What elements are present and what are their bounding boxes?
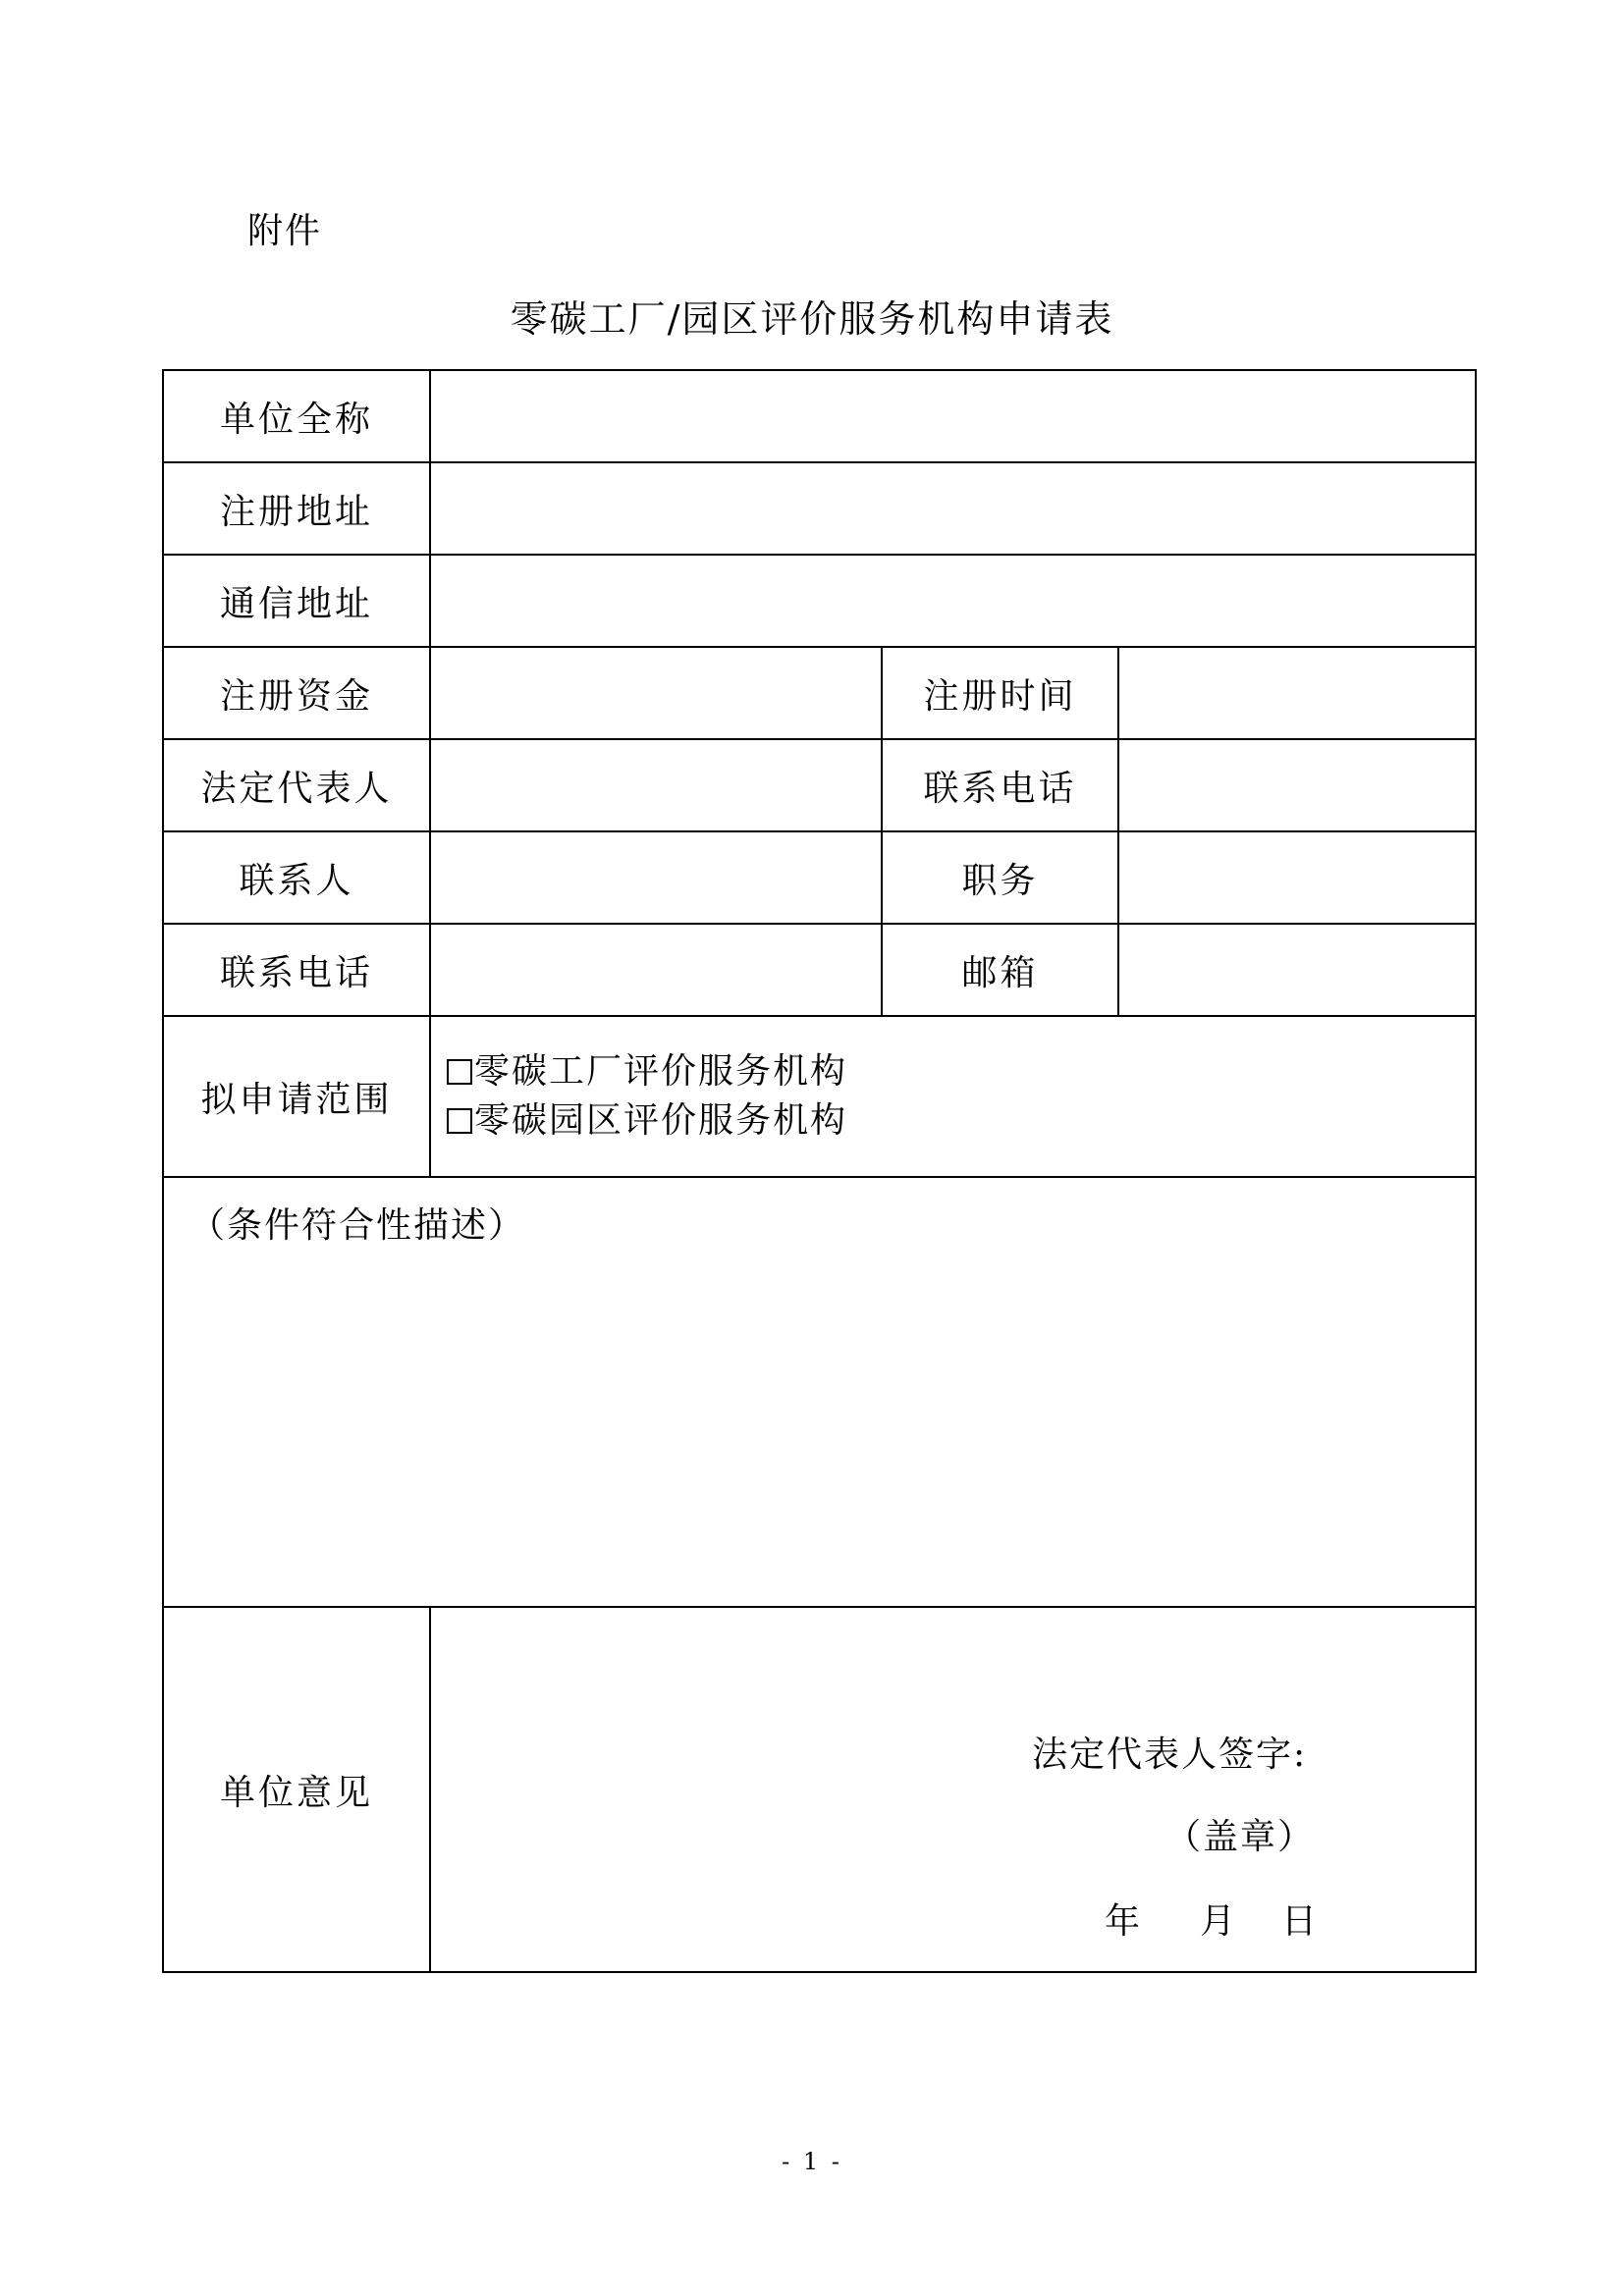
date-line [1105, 1894, 1320, 1944]
scope-option-factory[interactable] [447, 1047, 1475, 1096]
checkbox-park[interactable] [447, 1108, 472, 1134]
email-field[interactable] [1118, 924, 1476, 1016]
scope-option-park-label: 零碳园区评价服务机构 [474, 1100, 848, 1141]
mailing-address-label: 通信地址 [163, 555, 430, 647]
form-row-description [163, 1177, 1476, 1607]
scope-option-park[interactable] [447, 1096, 1475, 1146]
form-row-registered-address [163, 462, 1476, 555]
checkbox-factory[interactable] [447, 1059, 472, 1085]
opinion-label: 单位意见 [163, 1607, 430, 1972]
scope-options [430, 1016, 1476, 1177]
contact-person-label: 联系人 [163, 831, 430, 924]
contact-phone-field[interactable] [430, 924, 882, 1016]
form-row-opinion [163, 1607, 1476, 1972]
signature-label: 法定代表人签字: [1032, 1735, 1308, 1775]
legal-rep-phone-label: 联系电话 [882, 739, 1118, 831]
description-field[interactable] [163, 1177, 1476, 1607]
registered-capital-label: 注册资金 [163, 647, 430, 739]
form-row-scope [163, 1016, 1476, 1177]
registration-date-field[interactable] [1118, 647, 1476, 739]
form-row-capital [163, 647, 1476, 739]
registered-capital-field[interactable] [430, 647, 882, 739]
seal-label: （盖章） [1165, 1817, 1316, 1857]
scope-option-factory-label: 零碳工厂评价服务机构 [474, 1051, 848, 1092]
opinion-field[interactable] [430, 1607, 1476, 1972]
form-row-unit-name [163, 370, 1476, 462]
date-year: 年 [1105, 1901, 1144, 1942]
date-month: 月 [1200, 1901, 1239, 1942]
email-label: 邮箱 [882, 924, 1118, 1016]
unit-name-label: 单位全称 [163, 370, 430, 462]
application-form-table [162, 369, 1477, 1973]
mailing-address-field[interactable] [430, 555, 1476, 647]
unit-name-field[interactable] [430, 370, 1476, 462]
form-row-contact [163, 831, 1476, 924]
position-label: 职务 [882, 831, 1118, 924]
registered-address-field[interactable] [430, 462, 1476, 555]
form-row-legal-rep [163, 739, 1476, 831]
description-label: （条件符合性描述） [189, 1205, 526, 1246]
attachment-label: 附件 [247, 211, 323, 251]
legal-rep-phone-field[interactable] [1118, 739, 1476, 831]
registration-date-label: 注册时间 [882, 647, 1118, 739]
contact-phone-label: 联系电话 [163, 924, 430, 1016]
registered-address-label: 注册地址 [163, 462, 430, 555]
legal-representative-label: 法定代表人 [163, 739, 430, 831]
contact-person-field[interactable] [430, 831, 882, 924]
position-field[interactable] [1118, 831, 1476, 924]
scope-label: 拟申请范围 [163, 1016, 430, 1177]
form-row-mailing-address [163, 555, 1476, 647]
date-day: 日 [1281, 1901, 1321, 1942]
document-title: 零碳工厂/园区评价服务机构申请表 [510, 297, 1114, 341]
legal-representative-field[interactable] [430, 739, 882, 831]
page-number: - 1 - [782, 2148, 842, 2175]
form-row-contact-phone [163, 924, 1476, 1016]
